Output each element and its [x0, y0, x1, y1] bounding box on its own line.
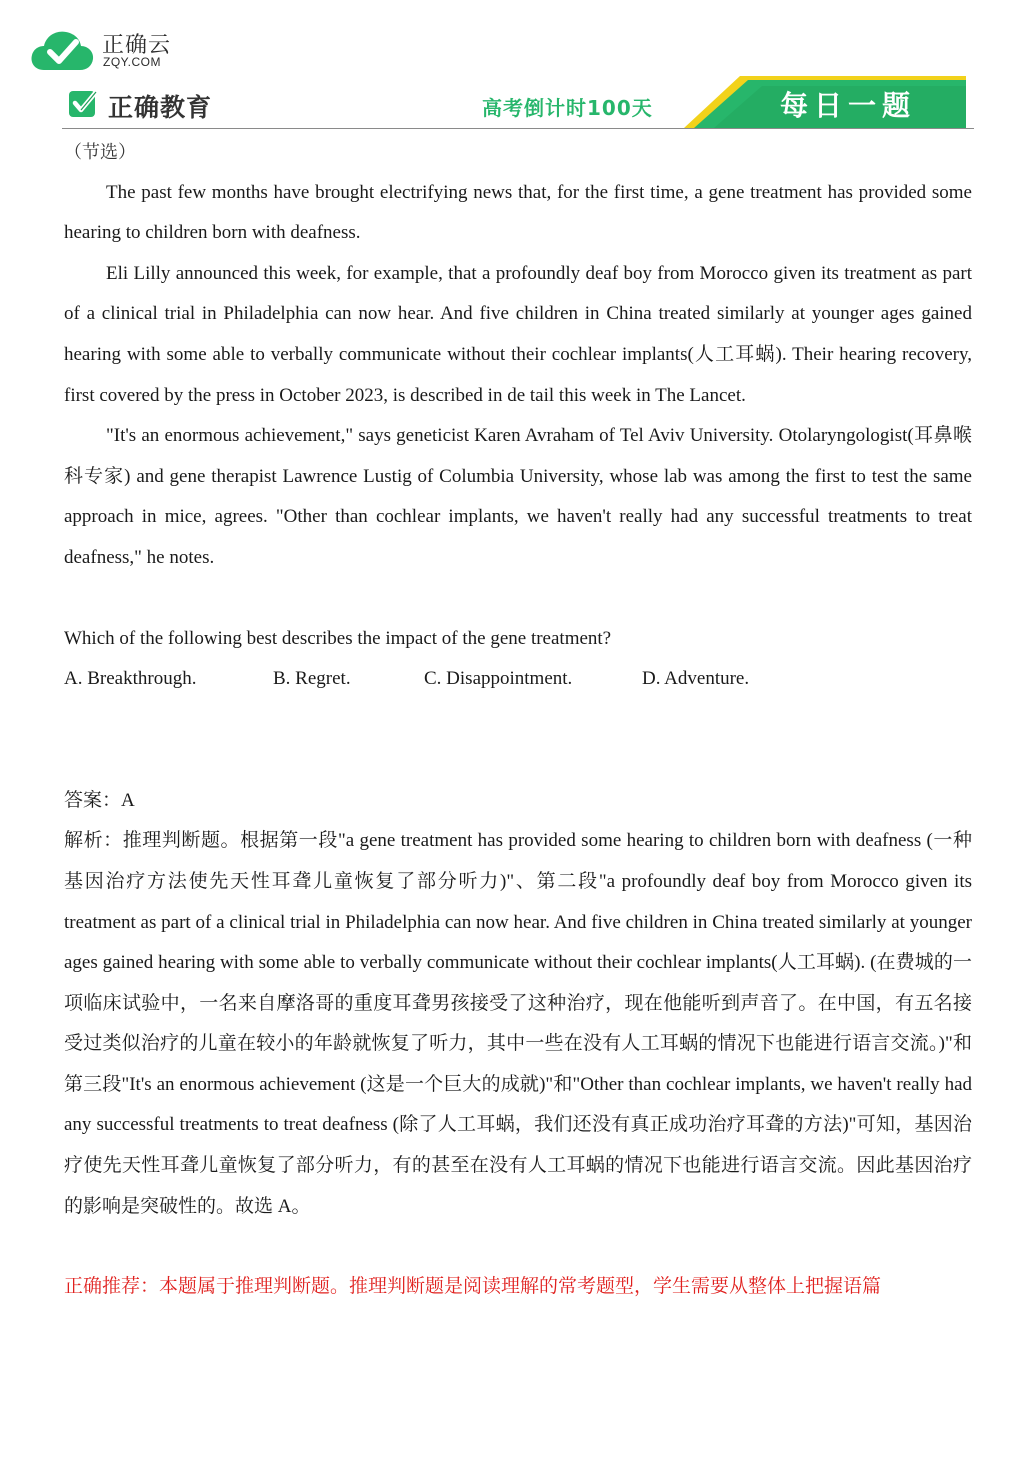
header-divider — [62, 128, 974, 129]
brand-name-en: ZQY.COM — [103, 55, 161, 69]
main-content — [64, 132, 972, 1308]
education-logo — [68, 86, 268, 122]
option-a: A. Breakthrough. — [64, 668, 197, 690]
checkbox-check-icon — [68, 88, 98, 118]
option-b: B. Regret. — [273, 668, 351, 690]
passage-paragraph-1: The past few months have brought electrifying news that, for the first time, a gene treatment has provided some hearing to children born with deafness. — [64, 181, 972, 244]
passage-paragraph-2: Eli Lilly announced this week, for example, that a profoundly deaf boy from Morocco given its treatment as part of a clinical trial in Philadelphia can now hear. And five children in China treated similarly at younger ages gained hearing with some able to verbally communicate without their cochlear implants(人工耳蜗). Their hearing recovery, first covered by the press in October 2023, is described in de tail this week in The Lancet. — [64, 262, 972, 406]
question-stem: Which of the following best describes the impact of the gene treatment? — [64, 627, 612, 649]
option-c: C. Disappointment. — [424, 668, 573, 690]
answer-analysis: 解析：推理判断题。根据第一段"a gene treatment has provided some hearing to children born with deafness (一种基因治疗方法使先天性耳聋儿童恢复了部分听力)"、第二段"a profoundly deaf boy from Morocco given its treatment as part of a clinical trial in Philadelphia can now hear. And five children in China treated similarly at younger ages gained hearing with some able to verbally communicate without their cochlear implants(人工耳蜗). (在费城的一项临床试验中，一名来自摩洛哥的重度耳聋男孩接受了这种治疗，现在他能听到声音了。在中国，有五名接受过类似治疗的儿童在较小的年龄就恢复了听力，其中一些在没有人工耳蜗的情况下也能进行语言交流。)"和第三段"It's an enormous achievement (这是一个巨大的成就)"和"Other than cochlear implants, we haven't really had any successful treatments to treat deafness (除了人工耳蜗，我们还没有真正成功治疗耳聋的方法)"可知，基因治疗使先天性耳聋儿童恢复了部分听力，有的甚至在没有人工耳蜗的情况下也能进行语言交流。因此基因治疗的影响是突破性的。故选 A。 — [64, 830, 972, 1217]
countdown-label: 高考倒计时100天 — [482, 96, 653, 120]
page-title: 正确教育 — [108, 93, 213, 122]
daily-question-banner: 每日一题 — [780, 89, 917, 122]
cloud-check-icon — [30, 28, 94, 72]
answer-options — [64, 659, 972, 700]
option-d: D. Adventure. — [642, 668, 750, 690]
excerpt-note: （节选） — [64, 142, 136, 162]
brand-name-cn: 正确云 — [102, 33, 172, 58]
recommendation: 正确推荐：本题属于推理判断题。推理判断题是阅读理解的常考题型，学生需要从整体上把握语篇 — [64, 1276, 882, 1298]
passage-paragraph-3: "It's an enormous achievement," says geneticist Karen Avraham of Tel Aviv University. Otolaryngologist(耳鼻喉科专家) and gene therapist Lawrence Lustig of Columbia University, whose lab was among the first to test the same approach in mice, agrees. "Other than cochlear implants, we haven't really had any successful treatments to treat deafness," he notes. — [64, 425, 972, 568]
answer-line: 答案：A — [64, 789, 135, 811]
brand-logo — [30, 24, 190, 74]
